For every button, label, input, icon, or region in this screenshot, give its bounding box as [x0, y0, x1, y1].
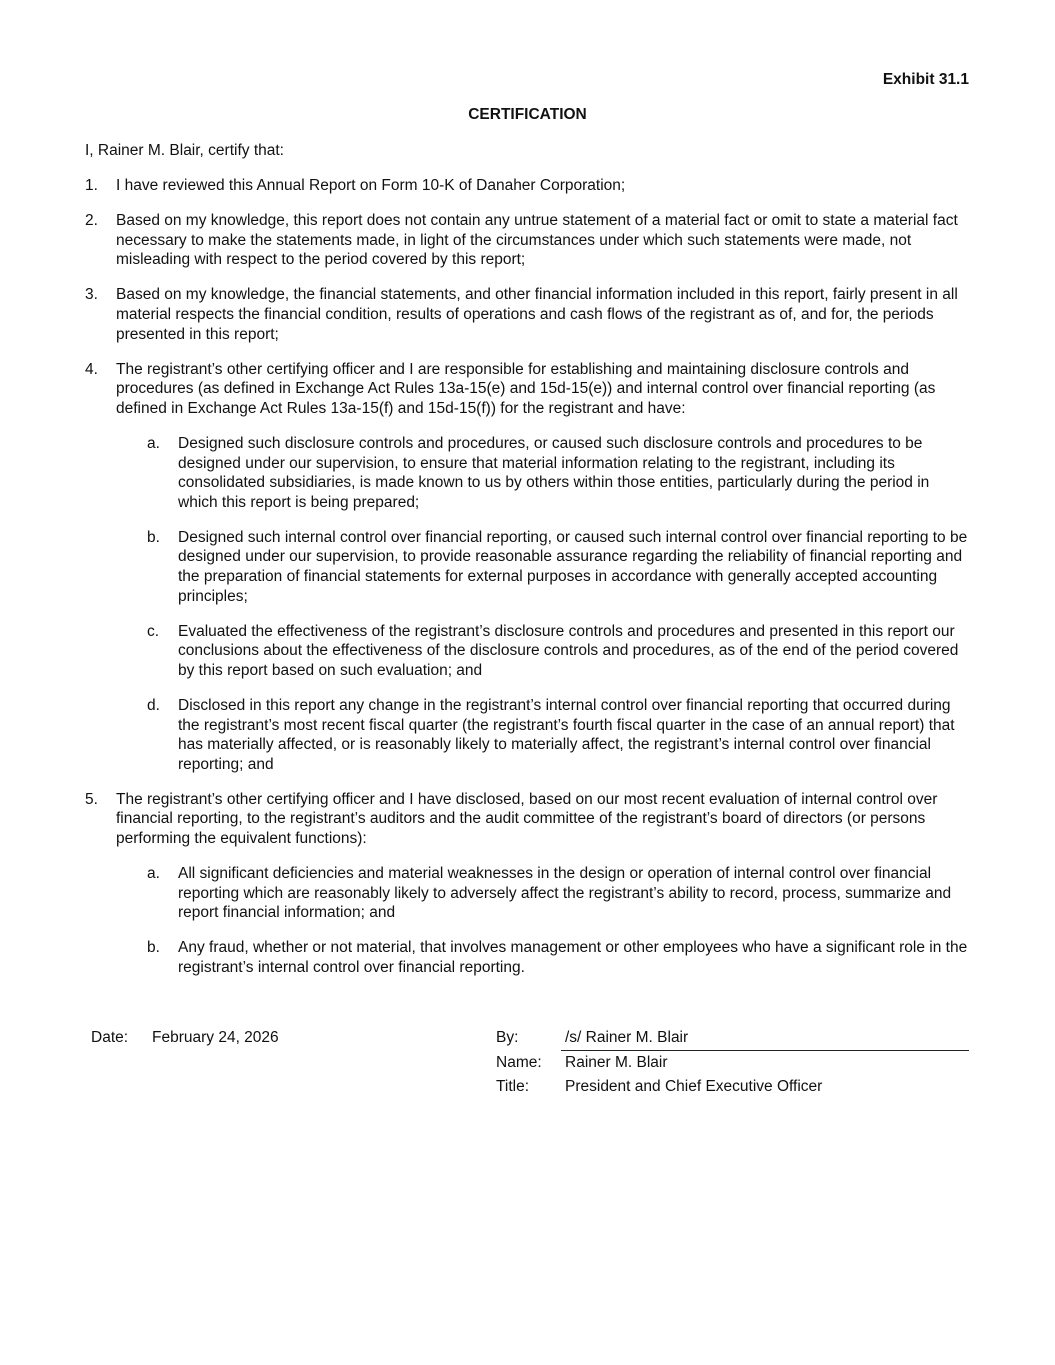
item-text: Based on my knowledge, the financial statements, and other financial information included in this report, fairly present in all material respects the financial condition, results of operations and cash flows of the registrant as of, and for, the periods presented in this report;: [116, 286, 958, 343]
signer-name: Rainer M. Blair: [565, 1054, 668, 1071]
sub-item-text: Disclosed in this report any change in the registrant’s internal control over financial reporting that occurred during the registrant’s most recent fiscal quarter (the registrant’s fourth fiscal quarter in the case of an annual report) that has materially affected, or is reasonably likely to materially affect, the registrant’s internal control over financial reporting; and: [178, 696, 955, 773]
signer-title-row: [496, 1078, 969, 1100]
signature-text: /s/ Rainer M. Blair: [565, 1029, 689, 1046]
signed-by-row: [496, 1029, 969, 1051]
by-label: By:: [496, 1029, 519, 1046]
sub-items: [116, 434, 970, 774]
sub-item-letter: b.: [147, 939, 160, 957]
certification-items: [85, 176, 970, 993]
document-title: CERTIFICATION: [468, 106, 587, 123]
item-number: 2.: [85, 212, 98, 230]
item-number: 4.: [85, 360, 98, 378]
item-text: Based on my knowledge, this report does not contain any untrue statement of a material fact or omit to state a material fact necessary to make the statements made, in light of the circumstances under which such statements were made, not misleading with respect to the period covered by this report;: [116, 212, 958, 269]
sub-item-letter: b.: [147, 528, 160, 546]
certification-item-1: [85, 176, 970, 196]
sub-item-c: [116, 622, 970, 681]
sub-item-d: [116, 696, 970, 774]
sub-items: [116, 864, 970, 977]
item-text: I have reviewed this Annual Report on Form 10-K of Danaher Corporation;: [116, 177, 626, 194]
certification-item-4: [85, 360, 970, 775]
sub-item-letter: a.: [147, 434, 160, 452]
sub-item-a: [116, 864, 970, 923]
exhibit-number: Exhibit 31.1: [882, 71, 969, 88]
item-number: 1.: [85, 177, 98, 194]
certification-item-5: [85, 790, 970, 978]
sub-item-text: Designed such disclosure controls and procedures, or caused such disclosure controls and procedures to be designed under our supervision, to ensure that material information relating to the registrant, including its consolidated subsidiaries, is made known to us by others within those entities, particularly during the period in which this report is being prepared;: [178, 434, 930, 511]
sub-item-b: [116, 938, 970, 977]
signature-line: [561, 1050, 969, 1051]
certification-item-2: [85, 211, 970, 270]
item-text: The registrant’s other certifying officer and I are responsible for establishing and maintaining disclosure controls and procedures (as defined in Exchange Act Rules 13a-15(e) and 15d-15(e)) and internal control over financial reporting (as defined in Exchange Act Rules 13a-15(f) and 15d-15(f)) for the registrant and have:: [116, 360, 936, 417]
sub-item-letter: c.: [147, 622, 160, 640]
item-number: 3.: [85, 286, 98, 304]
date-label: Date:: [91, 1029, 129, 1046]
signature-block: [91, 1029, 969, 1109]
item-number: 5.: [85, 790, 98, 808]
title-label: Title:: [496, 1078, 530, 1095]
sub-item-letter: a.: [147, 865, 160, 883]
item-text: The registrant’s other certifying officer and I have disclosed, based on our most recent evaluation of internal control over financial reporting, to the registrant’s auditors and the audit committee of the registrant’s board of directors (or persons performing the equivalent functions):: [116, 790, 938, 848]
sub-item-text: Any fraud, whether or not material, that involves management or other employees who have a significant role in the registrant’s internal control over financial reporting.: [178, 939, 968, 976]
name-label: Name:: [496, 1054, 542, 1071]
intro-statement: I, Rainer M. Blair, certify that:: [85, 142, 284, 159]
sub-item-text: Designed such internal control over financial reporting, or caused such internal control over financial reporting to be designed under our supervision, to provide reasonable assurance regarding the reliability of financial reporting and the preparation of financial statements for external purposes in accordance with generally accepted accounting principles;: [178, 528, 968, 605]
signature-date: February 24, 2026: [152, 1029, 279, 1046]
sub-item-letter: d.: [147, 696, 160, 714]
sub-item-text: Evaluated the effectiveness of the registrant’s disclosure controls and procedures and presented in this report our conclusions about the effectiveness of the disclosure controls and procedures, as of the end of the period covered by this report based on such evaluation; and: [178, 622, 959, 679]
signer-title: President and Chief Executive Officer: [565, 1078, 823, 1095]
sub-item-a: [116, 434, 970, 512]
sub-item-text: All significant deficiencies and material weaknesses in the design or operation of internal control over financial reporting which are reasonably likely to adversely affect the registrant’s ability to record, process, summarize and report financial information; and: [178, 865, 952, 922]
signer-name-row: [496, 1054, 969, 1076]
certification-item-3: [85, 285, 970, 344]
sub-item-b: [116, 528, 970, 606]
